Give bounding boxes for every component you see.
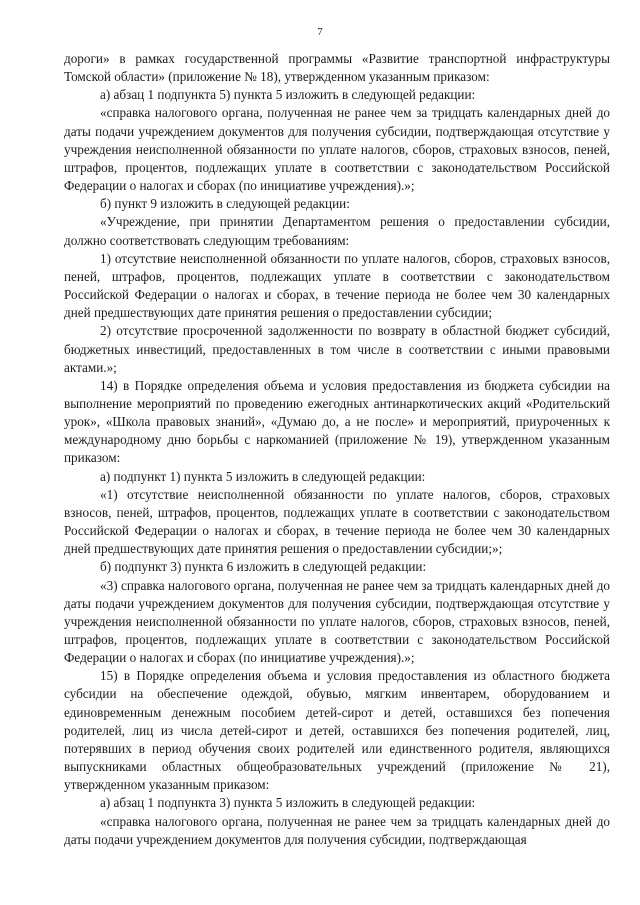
paragraph: б) пункт 9 изложить в следующей редакции:: [100, 196, 350, 212]
paragraph: а) абзац 1 подпункта 5) пункта 5 изложить в следующей редакции:: [100, 87, 476, 103]
paragraph: «справка налогового органа, полученная не ранее чем за тридцать календарных дней до даты подачи учреждением документов для получения субсидии, подтверждающая отсутствие у учреждения неисполненной обязанности по уплате налогов, сборов, страховых взносов, пеней, штрафов, процентов, подлежащих уплате в соответствии с законодательством Российской Федерации о налогах и сборах (по инициативе учреждения).»;: [64, 105, 610, 194]
paragraph: 15) в Порядке определения объема и условия предоставления из областного бюджета субсидии на обеспечение одеждой, обувью, мягким инвентарем, оборудованием и единовременным денежным пособием детей-сирот и детей, оставшихся без попечения родителей, лиц из числа детей-сирот и детей, оставшихся без попечения родителей, лиц, потерявших в период обучения своих родителей или единственного родителя, являющихся выпускниками областных общеобразовательных учреждений (приложение № 21), утвержденном указанным приказом:: [64, 668, 610, 793]
paragraph: «3) справка налогового органа, полученная не ранее чем за тридцать календарных дней до даты подачи учреждением документов для получения субсидии, подтверждающая отсутствие у учреждения неисполненной обязанности по уплате налогов, сборов, страховых взносов, пеней, штрафов, процентов, подлежащих уплате в соответствии с законодательством Российской Федерации о налогах и сборах (по инициативе учреждения).»;: [64, 577, 610, 666]
paragraph: а) абзац 1 подпункта 3) пункта 5 изложить в следующей редакции:: [100, 795, 476, 811]
paragraph: «справка налогового органа, полученная не ранее чем за тридцать календарных дней до даты подачи учреждением документов для получения субсидии, подтверждающая: [64, 813, 610, 847]
page-number: 7: [317, 26, 323, 38]
paragraph: 2) отсутствие просроченной задолженности по возврату в областной бюджет субсидий, бюджетных инвестиций, предоставленных в том числе в соответствии с иными правовыми актами.»;: [64, 323, 610, 375]
document-body: [64, 50, 610, 849]
paragraph: б) подпункт 3) пункта 6 изложить в следующей редакции:: [100, 559, 427, 575]
paragraph: дороги» в рамках государственной программы «Развитие транспортной инфраструктуры Томской области» (приложение № 18), утвержденном указанным приказом:: [64, 51, 610, 85]
paragraph: 14) в Порядке определения объема и условия предоставления из бюджета субсидии на выполнение мероприятий по проведению ежегодных антинаркотических акций «Родительский урок», «Школа правовых знаний», «Думаю до, а не после» и мероприятий, приуроченных к международному дню борьбы с наркоманией (приложение № 19), утвержденном указанным приказом:: [64, 377, 610, 466]
paragraph: «1) отсутствие неисполненной обязанности по уплате налогов, сборов, страховых взносов, пеней, штрафов, процентов, подлежащих уплате в соответствии с законодательством Российской Федерации о налогах и сборах, в течение периода не более чем 30 календарных дней предшествующих дате принятия решения о предоставлении субсидии;»;: [64, 486, 610, 557]
paragraph: «Учреждение, при принятии Департаментом решения о предоставлении субсидии, должно соответствовать следующим требованиям:: [64, 214, 610, 248]
paragraph: 1) отсутствие неисполненной обязанности по уплате налогов, сборов, страховых взносов, пеней, штрафов, процентов, подлежащих уплате в соответствии с законодательством Российской Федерации о налогах и сборах, в течение периода не более чем 30 календарных дней предшествующих дате принятия решения о предоставлении субсидии;: [64, 250, 610, 321]
paragraph: а) подпункт 1) пункта 5 изложить в следующей редакции:: [100, 468, 426, 484]
